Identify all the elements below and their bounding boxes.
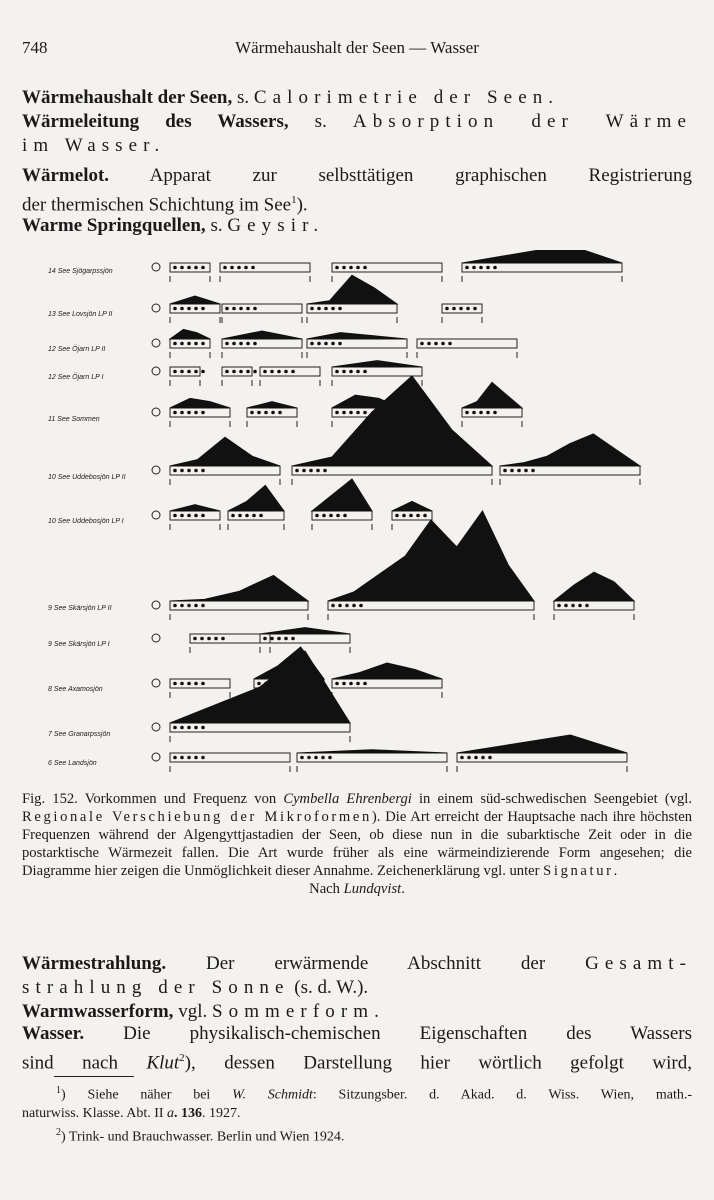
running-head xyxy=(22,38,692,62)
lake-label: 6 See Landsjön xyxy=(48,760,97,767)
pollen-diagrams xyxy=(22,250,692,782)
footnote-rule xyxy=(54,1076,134,1077)
entry-wasser: Wasser. Die physikalisch-chemischen Eigenschaften des Wassers sind nach Klut$^2$), dessen Darstellung hier wörtlich gefolgt wird, xyxy=(22,1023,692,1074)
entry-waermestrahlung: Wärmestrahlung. Der erwärmende Abschnitt der Gesamt- strahlung der Sonne (s. d. W.). xyxy=(22,953,692,998)
lake-label: 9 See Skärsjön LP II xyxy=(48,605,112,612)
lake-label: 13 See Lovsjön LP II xyxy=(48,311,113,318)
lake-label: 10 See Uddebosjön LP I xyxy=(48,518,124,525)
entry-warmwasserform: Warmwasserform, vgl. Sommerform. xyxy=(22,1001,385,1022)
lake-label: 12 See Öjarn LP II xyxy=(48,346,106,353)
footnote-2: $^2$) Trink- und Brauchwasser. Berlin und Wien 1924. xyxy=(56,1127,345,1145)
lake-label: 7 See Granarpssjön xyxy=(48,731,111,738)
entry-waermehaushalt: Wärmehaushalt der Seen, s. Calorimetrie der Seen. xyxy=(22,87,560,108)
lake-label: 10 See Uddebosjön LP II xyxy=(48,474,126,481)
species-name: Cymbella Ehrenbergi xyxy=(283,791,412,807)
page-number: 748 xyxy=(22,38,48,57)
lake-label: 14 See Sjögarpssjön xyxy=(48,268,113,275)
figure-152 xyxy=(22,250,692,782)
footnote-1: $^1$) Siehe näher bei W. Schmidt: Sitzungsber. d. Akad. d. Wiss. Wien, math.- naturwiss. Klasse. Abt. II a. 136. 1927. xyxy=(22,1085,692,1121)
lake-label: 9 See Skärsjön LP I xyxy=(48,641,110,648)
lake-label: 8 See Axamosjön xyxy=(48,686,103,693)
lake-label: 12 See Öjarn LP I xyxy=(48,374,104,381)
figure-caption: Fig. 152. Vorkommen und Frequenz von Cymbella Ehrenbergi in einem süd-schwedischen Seengebiet (vgl. Regionale Verschiebung der Mikroformen). Die Art erreicht der Hauptsache nach ihre höchsten Frequenzen während der Algengyttjastadien der Seen, ob diese nun in die subarktische Zeit oder in die postarktische Wärmezeit fallen. Die Art wurde früher als eine wärmeindizierende Form angesehen; die Diagramme hier zeigen die Unmöglichkeit dieser Annahme. Zeichenerklärung vgl. unter Signatur. Nach Lundqvist. xyxy=(22,791,693,897)
fig-label: Fig. 152. xyxy=(22,791,78,807)
running-title: Wärmehaushalt der Seen — Wasser xyxy=(235,38,479,57)
entry-warme-springquellen: Warme Springquellen, s. Geysir. xyxy=(22,215,325,236)
figure-source: Nach Lundqvist. xyxy=(309,881,405,897)
entry-waermelot: Wärmelot. Apparat zur selbsttätigen graphischen Registrierung der thermischen Schichtung im See$^1$). xyxy=(22,165,692,216)
entry-waermeleitung: Wärmeleitung des Wassers, s. Absorption der Wärme im Wasser. xyxy=(22,111,692,156)
lake-label: 11 See Sommen xyxy=(48,416,100,423)
